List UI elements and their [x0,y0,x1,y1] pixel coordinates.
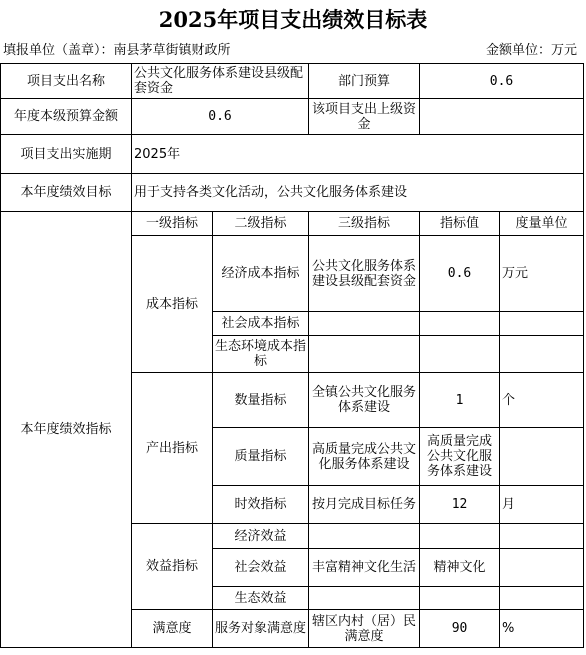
annual-budget-value: 0.6 [132,99,309,135]
annual-budget-label: 年度本级预算金额 [1,99,132,135]
row-level3: 公共文化服务体系建设县级配套资金 [309,236,420,312]
project-name-value: 公共文化服务体系建设县级配套资金 [132,64,309,99]
row-level2: 经济成本指标 [213,236,309,312]
row-unit [500,549,584,587]
fill-unit: 填报单位（盖章）：南县茅草街镇财政所 [3,43,231,58]
group-satisfaction: 满意度 [132,610,213,648]
group-benefit: 效益指标 [132,524,213,610]
row-value: 精神文化 [420,549,500,587]
row-unit [500,428,584,486]
row-value: 90 [420,610,500,648]
dept-budget-value: 0.6 [420,64,584,99]
header-value: 指标值 [420,212,500,236]
dept-budget-label: 部门预算 [309,64,420,99]
row-level2: 社会成本指标 [213,312,309,336]
row-level2: 生态效益 [213,587,309,610]
row-level2: 生态环境成本指标 [213,336,309,373]
row-level2: 服务对象满意度 [213,610,309,648]
superior-funds-value [420,99,584,135]
row-unit [500,312,584,336]
row-level3: 按月完成目标任务 [309,486,420,524]
row-unit: 月 [500,486,584,524]
header-level2: 二级指标 [213,212,309,236]
row-level3: 全镇公共文化服务体系建设 [309,373,420,428]
row-value: 高质量完成公共文化服务体系建设 [420,428,500,486]
superior-funds-label: 该项目支出上级资金 [309,99,420,135]
row-unit: 万元 [500,236,584,312]
row-value: 12 [420,486,500,524]
period-label: 项目支出实施期 [1,135,132,174]
row-unit: 个 [500,373,584,428]
indicator-label: 本年度绩效指标 [1,212,132,648]
row-value [420,524,500,549]
row-unit: % [500,610,584,648]
header-level1: 一级指标 [132,212,213,236]
header-unit: 度量单位 [500,212,584,236]
project-name-label: 项目支出名称 [1,64,132,99]
group-output: 产出指标 [132,373,213,524]
row-unit [500,524,584,549]
row-value [420,336,500,373]
row-level3 [309,336,420,373]
row-level3: 辖区内村（居）民满意度 [309,610,420,648]
row-value: 0.6 [420,236,500,312]
row-level3 [309,524,420,549]
row-level2: 时效指标 [213,486,309,524]
row-level3 [309,312,420,336]
performance-table [0,63,584,648]
row-value [420,587,500,610]
row-level3: 高质量完成公共文化服务体系建设 [309,428,420,486]
row-level3 [309,587,420,610]
row-unit [500,587,584,610]
header-level3: 三级指标 [309,212,420,236]
row-value: 1 [420,373,500,428]
row-level2: 质量指标 [213,428,309,486]
annual-goal-value: 用于支持各类文化活动，公共文化服务体系建设 [132,174,584,212]
amount-unit: 金额单位：万元 [485,43,577,58]
row-level2: 经济效益 [213,524,309,549]
row-level2: 数量指标 [213,373,309,428]
row-level3: 丰富精神文化生活 [309,549,420,587]
annual-goal-label: 本年度绩效目标 [1,174,132,212]
row-level2: 社会效益 [213,549,309,587]
page-title: 2025年项目支出绩效目标表 [158,7,428,32]
period-value: 2025年 [132,135,584,174]
row-value [420,312,500,336]
row-unit [500,336,584,373]
group-cost: 成本指标 [132,236,213,373]
